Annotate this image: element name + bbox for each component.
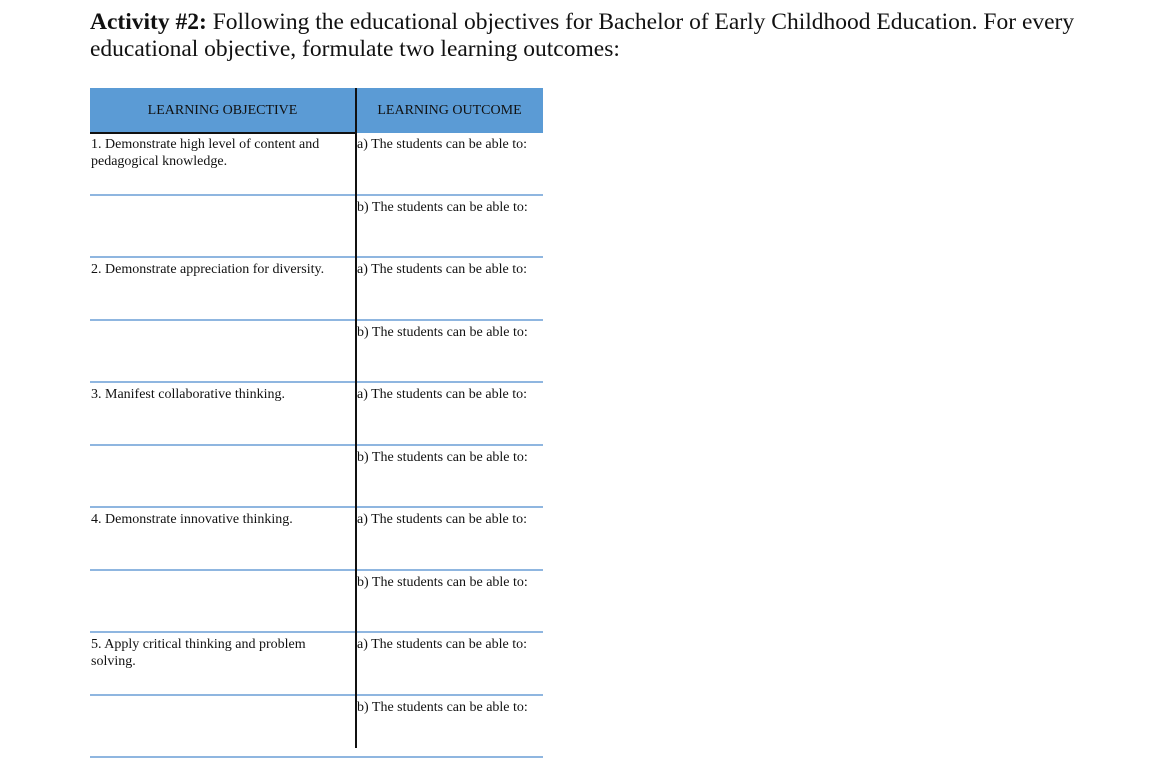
objective-cell: 2. Demonstrate appreciation for diversity. <box>91 261 349 278</box>
objective-cell: 4. Demonstrate innovative thinking. <box>91 511 349 528</box>
outcome-cell[interactable]: b) The students can be able to: <box>357 324 543 341</box>
table-row <box>90 571 543 634</box>
header-learning-outcome: LEARNING OUTCOME <box>356 88 543 133</box>
table-row <box>90 633 543 696</box>
objective-cell: 3. Manifest collaborative thinking. <box>91 386 349 403</box>
outcome-cell[interactable]: a) The students can be able to: <box>357 511 543 528</box>
table-row <box>90 133 543 196</box>
outcome-cell[interactable]: b) The students can be able to: <box>357 199 543 216</box>
table-row <box>90 696 543 758</box>
column-divider <box>355 88 357 748</box>
outcome-cell[interactable]: a) The students can be able to: <box>357 386 543 403</box>
table-row <box>90 321 543 384</box>
table-row <box>90 258 543 321</box>
table-header-row <box>90 88 543 133</box>
activity-label: Activity #2: <box>90 9 207 35</box>
activity-instructions: Following the educational objectives for Bachelor of Early Childhood Education. For every educational objective, formulate two learning outcomes: <box>90 9 1074 62</box>
header-learning-objective: LEARNING OBJECTIVE <box>90 88 355 133</box>
table-row <box>90 446 543 509</box>
outcome-cell[interactable]: b) The students can be able to: <box>357 699 543 716</box>
table-row <box>90 508 543 571</box>
outcome-cell[interactable]: b) The students can be able to: <box>357 574 543 591</box>
table-row <box>90 196 543 259</box>
outcome-cell[interactable]: a) The students can be able to: <box>357 136 543 153</box>
table-row <box>90 383 543 446</box>
objectives-table <box>90 88 543 758</box>
outcome-cell[interactable]: a) The students can be able to: <box>357 636 543 653</box>
outcome-cell[interactable]: a) The students can be able to: <box>357 261 543 278</box>
table-body <box>90 133 543 758</box>
objective-cell: 5. Apply critical thinking and problem solving. <box>91 636 349 670</box>
objective-cell: 1. Demonstrate high level of content and pedagogical knowledge. <box>91 136 349 170</box>
outcome-cell[interactable]: b) The students can be able to: <box>357 449 543 466</box>
activity-heading <box>90 9 1090 63</box>
